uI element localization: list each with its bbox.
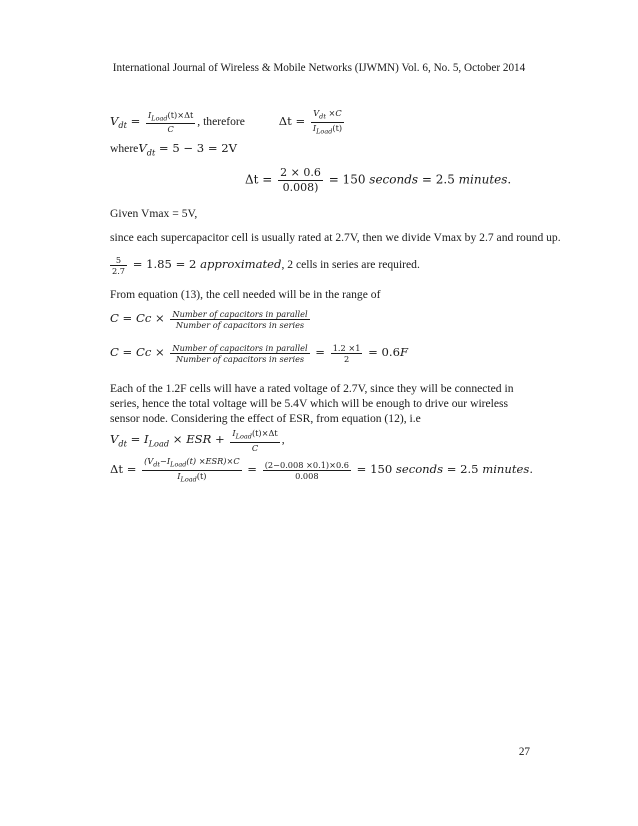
eq8-num2: (2−0.008 ×0.1)×0.6 <box>264 459 349 470</box>
equation-4 <box>110 255 420 276</box>
equation-7 <box>110 428 285 453</box>
eq3-rhs-mid: = 2.5 <box>418 172 459 187</box>
eq1-num-tail: (t)×Δt <box>167 109 194 120</box>
eq3-fraction <box>278 166 323 195</box>
eq1-fraction <box>146 110 195 135</box>
eq4-tail: , 2 cells in series are required. <box>281 258 420 272</box>
eq6-rhs: = 0.6 <box>364 345 400 360</box>
eq3-den: 0.008) <box>282 181 319 194</box>
eq1-therefore: , therefore <box>197 114 245 128</box>
equation-2 <box>110 141 237 157</box>
eq6-fraction <box>170 343 309 364</box>
eq6-lhs: C = Cc × <box>110 345 169 360</box>
eq7-tail: , <box>281 432 285 446</box>
eq6-den: Number of capacitors in series <box>175 354 305 364</box>
eq8-seconds: seconds <box>395 461 444 476</box>
eq7-num-sub: Load <box>235 432 252 441</box>
since-text: since each supercapacitor cell is usually rated at 2.7V, then we divide Vmax by 2.7 and round up. <box>110 231 561 244</box>
eq8-num-b-sub: Load <box>170 460 187 469</box>
eq7-mid: × ESR + <box>169 431 229 446</box>
eq2-sub: dt <box>146 147 156 158</box>
eq8-fraction <box>142 456 242 484</box>
eq1-den: C <box>167 124 174 135</box>
eq7-lhs: V <box>110 431 119 446</box>
page-number: 27 <box>518 746 530 758</box>
eq1-lhs-sub: dt <box>118 120 127 131</box>
eq7-lhs-sub: dt <box>118 438 127 449</box>
eq8-num-a: (V <box>144 456 154 466</box>
eq6-den2: 2 <box>343 354 350 364</box>
eq5-num: Number of capacitors in parallel <box>172 309 308 319</box>
eq8-minutes: minutes <box>482 461 530 476</box>
eq3-rhs-prefix: = 150 <box>324 172 370 187</box>
eq5-den: Number of capacitors in series <box>175 320 305 330</box>
eq8-den2: 0.008 <box>295 470 319 481</box>
eq1-num-sub: Load <box>151 114 168 123</box>
eq7-num-tail: (t)×Δt <box>251 428 278 438</box>
eq8-lhs: Δt = <box>110 461 141 476</box>
eq3-minutes: minutes <box>458 172 508 187</box>
eq1-eq: = <box>126 113 145 128</box>
eq8-den-tail: (t) <box>196 470 207 481</box>
eq4-fraction <box>110 255 127 276</box>
eq1-rhs-fraction <box>311 108 344 136</box>
eq2-v: V <box>138 141 147 155</box>
journal-header: International Journal of Wireless & Mobile Networks (IJWMN) Vol. 6, No. 5, October 2014 <box>112 62 526 74</box>
eq1-rhs-eq: = <box>291 113 309 128</box>
eq6-unit: F <box>399 345 408 360</box>
eq8-rhs-mid: = 2.5 <box>443 461 483 476</box>
eq4-rhs: = 1.85 = 2 <box>129 257 201 272</box>
eq8-num-a-sub: dt <box>153 460 161 469</box>
eq3-seconds: seconds <box>369 172 419 187</box>
eq1-rhs-num: V <box>313 108 320 118</box>
eq2-rest: = 5 − 3 = 2V <box>155 141 238 155</box>
eq5-fraction <box>170 309 309 330</box>
body-paragraph: Each of the 1.2F cells will have a rated voltage of 2.7V, since they will be connected in series, hence the total voltage will be 5.4V which will be enough to drive our wireless sensor node. Considering the effect of ESR, from equation (12), i.e <box>110 382 514 425</box>
equation-5 <box>110 309 312 330</box>
eq1-rhs-lhs: Δt <box>278 113 292 128</box>
eq6-num: Number of capacitors in parallel <box>172 343 308 353</box>
eq8-num-b: −I <box>160 456 171 466</box>
equation-1 <box>110 108 346 136</box>
eq7-i: I <box>144 431 149 446</box>
eq6-fraction-2 <box>331 343 363 364</box>
eq7-fraction <box>230 428 279 453</box>
eq5-lhs: C = Cc × <box>110 311 169 326</box>
equation-3 <box>245 166 511 195</box>
eq1-rhs-num-sub: dt <box>319 112 326 121</box>
eq1-rhs-den-tail: (t) <box>332 122 343 133</box>
eq7-eq: = <box>126 431 145 446</box>
eq1-rhs-den-sub: Load <box>316 127 333 136</box>
eq8-num-c: (t) ×ESR)×C <box>186 456 240 466</box>
eq8-den-sub: Load <box>180 475 197 484</box>
eq3-lhs: Δt = <box>245 172 277 187</box>
eq4-approx: approximated <box>200 257 282 272</box>
equation-6 <box>110 343 408 364</box>
eq6-num2: 1.2 ×1 <box>332 343 361 353</box>
eq8-rhs-prefix: = 150 <box>352 461 396 476</box>
eq3-end: . <box>507 172 512 187</box>
eq3-num: 2 × 0.6 <box>280 166 321 179</box>
eq7-num: I <box>232 428 236 438</box>
eq7-den: C <box>251 442 259 453</box>
eq8-fraction-2 <box>263 460 351 481</box>
eq1-num: I <box>148 109 152 120</box>
eq7-i-sub: Load <box>148 438 170 449</box>
eq8-eq: = <box>243 461 261 476</box>
eq2-where: where <box>110 142 139 155</box>
eq1-rhs-den: I <box>312 122 317 133</box>
eq8-den: I <box>177 470 181 481</box>
eq4-den: 2.7 <box>112 266 126 276</box>
eq8-end: . <box>529 461 534 476</box>
equation-8 <box>110 456 533 484</box>
eq1-lhs: V <box>110 113 119 128</box>
from-equation-13: From equation (13), the cell needed will be in the range of <box>110 288 381 301</box>
eq4-num: 5 <box>110 255 127 266</box>
eq6-eq: = <box>311 345 329 360</box>
eq1-rhs-num-tail: ×C <box>325 108 342 118</box>
given-text: Given Vmax = 5V, <box>110 207 198 220</box>
